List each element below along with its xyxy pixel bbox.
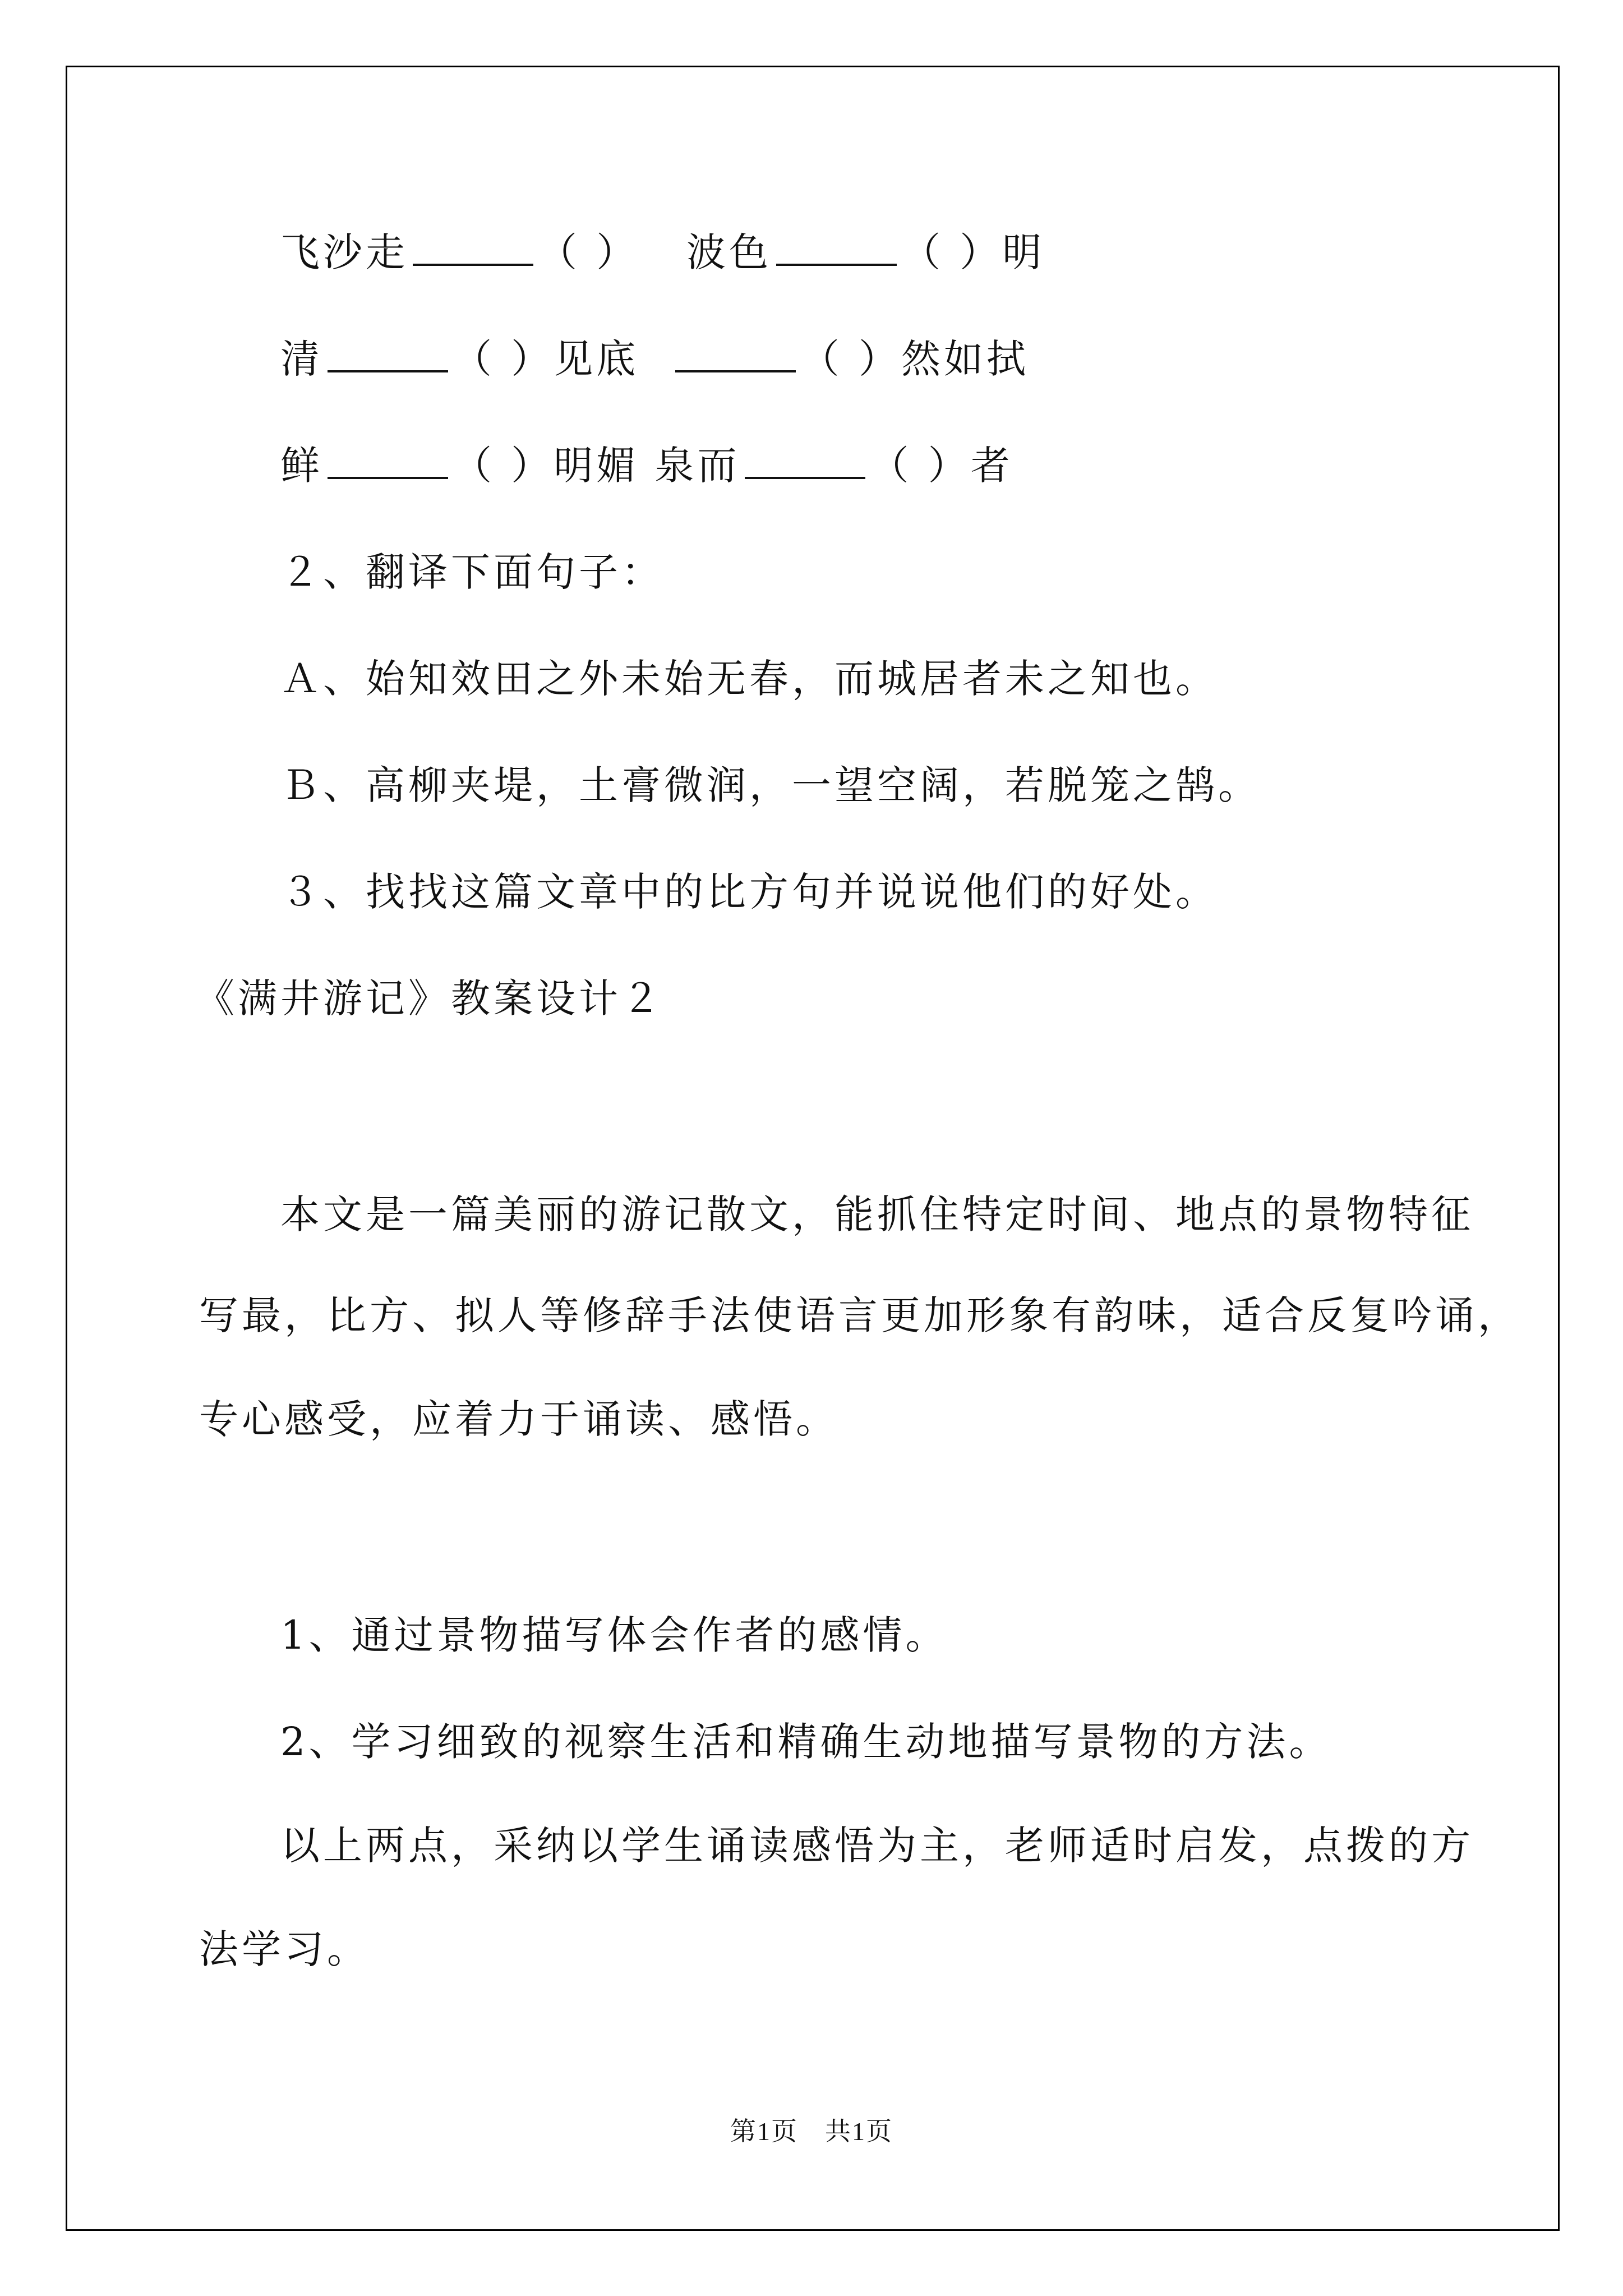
question-2: ２、翻译下面句子： <box>280 549 664 595</box>
exercise-row-2 <box>280 334 1029 384</box>
exercise-row-1 <box>280 227 1045 278</box>
exercise-row-3 <box>280 440 1013 491</box>
answer-blank[interactable] <box>328 444 448 479</box>
intro-line-2: 写最，比方、拟人等修辞手法使语言更加形象有韵味，适合反复吟诵， <box>199 1292 1520 1338</box>
question-3: ３、找找这篇文章中的比方句并说说他们的好处。 <box>280 869 1218 915</box>
row3-b-paren: （ ）者 <box>869 443 1013 489</box>
intro-line-1: 本文是一篇美丽的游记散文，能抓住特定时间、地点的景物特征 <box>280 1191 1474 1237</box>
row1-a-prefix: 飞沙走 <box>280 229 408 275</box>
method-line-2: 法学习。 <box>199 1926 370 1972</box>
row2-a-prefix: 清 <box>280 336 323 382</box>
row1-a-paren: （ ） <box>538 229 639 275</box>
row2-b-paren: （ ）然如拭 <box>800 336 1030 382</box>
question-2a: Ａ、始知效田之外未始无春，而城居者未之知也。 <box>280 656 1218 702</box>
page-border <box>66 66 1560 2231</box>
row3-a-paren: （ ）明媚 <box>453 443 639 489</box>
page-footer: 第1页 共1页 <box>730 2117 893 2146</box>
goal-1: 1、通过景物描写体会作者的感情。 <box>280 1612 948 1658</box>
question-2b: Ｂ、高柳夹堤，土膏微润，一望空阔，若脱笼之鹄。 <box>280 762 1261 808</box>
intro-line-3: 专心感受，应着力于诵读、感悟。 <box>199 1396 838 1442</box>
row1-b-prefix: 波色 <box>686 229 772 275</box>
goal-2: 2、学习细致的视察生活和精确生动地描写景物的方法。 <box>280 1719 1332 1765</box>
answer-blank[interactable] <box>776 231 897 266</box>
answer-blank[interactable] <box>675 338 796 372</box>
row3-b-prefix: 泉而 <box>654 443 740 489</box>
row1-b-paren: （ ）明 <box>901 229 1045 275</box>
answer-blank[interactable] <box>745 444 865 479</box>
row2-a-paren: （ ）见底 <box>453 336 639 382</box>
method-line-1: 以上两点，采纳以学生诵读感悟为主，老师适时启发，点拨的方 <box>280 1823 1474 1869</box>
answer-blank[interactable] <box>328 338 448 372</box>
section-title: 《满井游记》教案设计２ <box>195 976 664 1022</box>
row3-a-prefix: 鲜 <box>280 443 323 489</box>
answer-blank[interactable] <box>413 231 533 266</box>
